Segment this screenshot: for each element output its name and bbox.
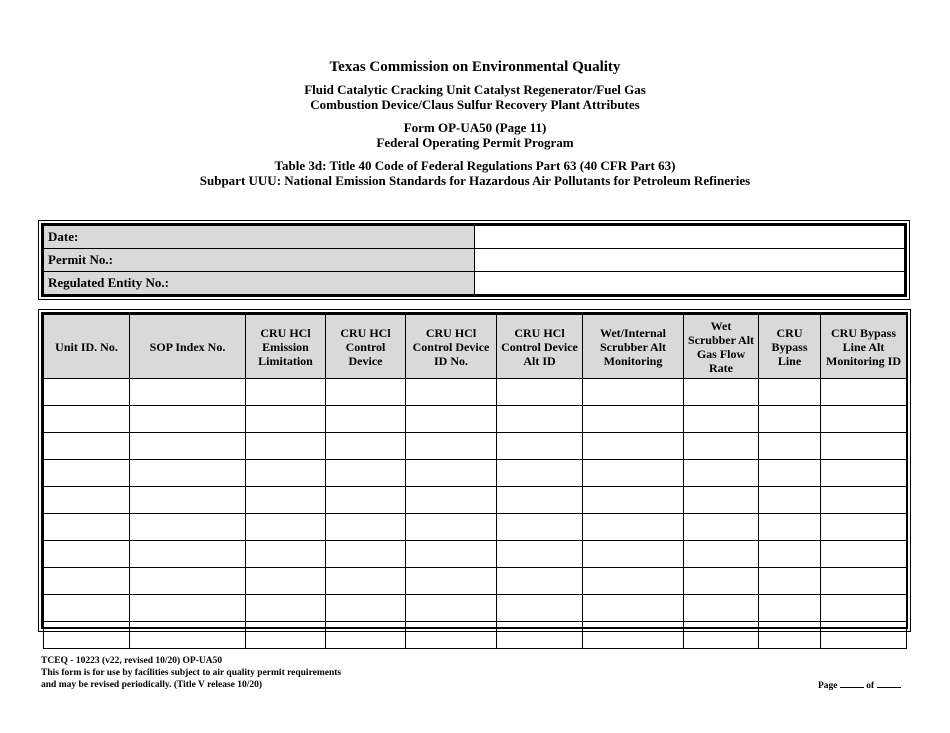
cell-cru-hcl-emission-limitation[interactable] <box>246 460 326 487</box>
cell-wet-internal-scrubber-alt-monitoring[interactable] <box>583 487 684 514</box>
cell-unit-id[interactable] <box>44 622 130 649</box>
cell-cru-hcl-control-device[interactable] <box>326 406 406 433</box>
cell-cru-bypass-line-alt-monitoring-id[interactable] <box>821 487 907 514</box>
cell-cru-bypass-line[interactable] <box>759 460 821 487</box>
cell-cru-bypass-line[interactable] <box>759 595 821 622</box>
cell-unit-id[interactable] <box>44 514 130 541</box>
table-row <box>44 406 907 433</box>
cell-cru-bypass-line-alt-monitoring-id[interactable] <box>821 622 907 649</box>
cell-cru-hcl-control-device[interactable] <box>326 595 406 622</box>
cell-sop-index[interactable] <box>130 406 246 433</box>
cell-wet-internal-scrubber-alt-monitoring[interactable] <box>583 379 684 406</box>
table-row <box>44 514 907 541</box>
cell-sop-index[interactable] <box>130 595 246 622</box>
page-number-field[interactable] <box>840 679 864 688</box>
cell-cru-hcl-control-device-alt-id[interactable] <box>497 433 583 460</box>
cell-unit-id[interactable] <box>44 379 130 406</box>
col-cru-hcl-control-device: CRU HCl Control Device <box>326 315 406 379</box>
regulated-entity-field[interactable] <box>475 272 905 295</box>
table-row <box>44 622 907 649</box>
cell-wet-scrubber-alt-gas-flow-rate[interactable] <box>684 595 759 622</box>
cell-wet-scrubber-alt-gas-flow-rate[interactable] <box>684 541 759 568</box>
cell-cru-hcl-emission-limitation[interactable] <box>246 433 326 460</box>
col-cru-hcl-control-device-id: CRU HCl Control Device ID No. <box>406 315 497 379</box>
cell-cru-hcl-control-device-alt-id[interactable] <box>497 541 583 568</box>
cell-cru-hcl-control-device-id[interactable] <box>406 541 497 568</box>
cell-cru-hcl-control-device-id[interactable] <box>406 622 497 649</box>
cell-cru-hcl-control-device-id[interactable] <box>406 433 497 460</box>
cell-wet-scrubber-alt-gas-flow-rate[interactable] <box>684 460 759 487</box>
cell-sop-index[interactable] <box>130 541 246 568</box>
cell-cru-bypass-line[interactable] <box>759 406 821 433</box>
cell-cru-bypass-line-alt-monitoring-id[interactable] <box>821 379 907 406</box>
cell-cru-hcl-emission-limitation[interactable] <box>246 514 326 541</box>
cell-cru-hcl-control-device-id[interactable] <box>406 568 497 595</box>
cell-unit-id[interactable] <box>44 487 130 514</box>
col-sop-index: SOP Index No. <box>130 315 246 379</box>
cell-cru-hcl-control-device-alt-id[interactable] <box>497 622 583 649</box>
form-usage-note-2: and may be revised periodically. (Title V release 10/20) <box>41 680 263 690</box>
cell-cru-hcl-control-device-alt-id[interactable] <box>497 595 583 622</box>
cell-sop-index[interactable] <box>130 514 246 541</box>
table-row <box>44 595 907 622</box>
cell-cru-bypass-line-alt-monitoring-id[interactable] <box>821 595 907 622</box>
cell-wet-internal-scrubber-alt-monitoring[interactable] <box>583 514 684 541</box>
cell-cru-hcl-control-device-alt-id[interactable] <box>497 460 583 487</box>
page-label: Page <box>818 681 838 691</box>
cell-cru-hcl-emission-limitation[interactable] <box>246 622 326 649</box>
cell-cru-bypass-line[interactable] <box>759 541 821 568</box>
cell-unit-id[interactable] <box>44 433 130 460</box>
cell-cru-hcl-control-device-alt-id[interactable] <box>497 487 583 514</box>
cell-wet-internal-scrubber-alt-monitoring[interactable] <box>583 433 684 460</box>
cell-wet-scrubber-alt-gas-flow-rate[interactable] <box>684 406 759 433</box>
cell-cru-hcl-control-device-id[interactable] <box>406 460 497 487</box>
cell-cru-bypass-line[interactable] <box>759 433 821 460</box>
cell-cru-bypass-line[interactable] <box>759 487 821 514</box>
cell-wet-scrubber-alt-gas-flow-rate[interactable] <box>684 487 759 514</box>
cell-cru-hcl-control-device[interactable] <box>326 433 406 460</box>
cell-cru-hcl-emission-limitation[interactable] <box>246 406 326 433</box>
agency-name: Texas Commission on Environmental Quality <box>329 59 621 75</box>
form-title-line-1: Fluid Catalytic Cracking Unit Catalyst Regenerator/Fuel Gas <box>304 82 646 97</box>
subpart-title: Subpart UUU: National Emission Standards for Hazardous Air Pollutants for Petroleum Refineries <box>199 173 751 188</box>
form-number: Form OP-UA50 (Page 11) <box>403 120 547 135</box>
table-row <box>44 379 907 406</box>
cell-sop-index[interactable] <box>130 460 246 487</box>
cell-cru-hcl-control-device-alt-id[interactable] <box>497 379 583 406</box>
regulated-entity-label: Regulated Entity No.: <box>44 272 475 295</box>
cell-sop-index[interactable] <box>130 379 246 406</box>
cell-sop-index[interactable] <box>130 433 246 460</box>
cell-wet-scrubber-alt-gas-flow-rate[interactable] <box>684 568 759 595</box>
form-usage-note-1: This form is for use by facilities subject to air quality permit requirements <box>41 668 342 678</box>
cell-cru-bypass-line[interactable] <box>759 568 821 595</box>
table-row <box>44 541 907 568</box>
col-cru-bypass-line: CRU Bypass Line <box>759 315 821 379</box>
cell-cru-hcl-emission-limitation[interactable] <box>246 379 326 406</box>
page-total-field[interactable] <box>877 679 901 688</box>
cell-sop-index[interactable] <box>130 622 246 649</box>
cell-cru-hcl-control-device[interactable] <box>326 568 406 595</box>
cell-cru-hcl-emission-limitation[interactable] <box>246 595 326 622</box>
header-row <box>44 315 907 379</box>
program-name: Federal Operating Permit Program <box>376 135 574 150</box>
cell-wet-internal-scrubber-alt-monitoring[interactable] <box>583 460 684 487</box>
cell-wet-internal-scrubber-alt-monitoring[interactable] <box>583 568 684 595</box>
cell-wet-scrubber-alt-gas-flow-rate[interactable] <box>684 514 759 541</box>
cell-cru-hcl-control-device-alt-id[interactable] <box>497 406 583 433</box>
cell-cru-hcl-emission-limitation[interactable] <box>246 568 326 595</box>
cell-wet-scrubber-alt-gas-flow-rate[interactable] <box>684 433 759 460</box>
cell-unit-id[interactable] <box>44 406 130 433</box>
cell-unit-id[interactable] <box>44 541 130 568</box>
cell-cru-hcl-control-device[interactable] <box>326 487 406 514</box>
cell-cru-bypass-line-alt-monitoring-id[interactable] <box>821 406 907 433</box>
identification-section <box>41 223 907 297</box>
cell-cru-bypass-line-alt-monitoring-id[interactable] <box>821 514 907 541</box>
cell-cru-hcl-control-device-id[interactable] <box>406 595 497 622</box>
attributes-table-body <box>44 379 907 649</box>
cell-cru-hcl-emission-limitation[interactable] <box>246 541 326 568</box>
table-row <box>44 568 907 595</box>
form-title-line-2: Combustion Device/Claus Sulfur Recovery Plant Attributes <box>310 97 640 112</box>
cell-cru-hcl-control-device[interactable] <box>326 622 406 649</box>
cell-wet-internal-scrubber-alt-monitoring[interactable] <box>583 595 684 622</box>
date-field[interactable] <box>475 226 905 249</box>
cell-unit-id[interactable] <box>44 460 130 487</box>
of-label: of <box>866 681 875 691</box>
attributes-table <box>43 314 907 649</box>
cell-cru-bypass-line-alt-monitoring-id[interactable] <box>821 568 907 595</box>
cell-unit-id[interactable] <box>44 595 130 622</box>
cell-wet-internal-scrubber-alt-monitoring[interactable] <box>583 622 684 649</box>
page-number <box>818 679 901 691</box>
cell-cru-hcl-control-device[interactable] <box>326 460 406 487</box>
cell-cru-hcl-control-device[interactable] <box>326 379 406 406</box>
cell-cru-hcl-control-device-id[interactable] <box>406 514 497 541</box>
table-row <box>44 460 907 487</box>
regulated-entity-row <box>44 272 905 295</box>
cell-sop-index[interactable] <box>130 487 246 514</box>
col-wet-scrubber-alt-gas-flow-rate: Wet Scrubber Alt Gas Flow Rate <box>684 315 759 379</box>
col-unit-id: Unit ID. No. <box>44 315 130 379</box>
col-cru-hcl-emission-limitation: CRU HCl Emission Limitation <box>246 315 326 379</box>
table-row <box>44 487 907 514</box>
attributes-section <box>41 312 908 629</box>
cell-cru-bypass-line-alt-monitoring-id[interactable] <box>821 541 907 568</box>
date-row <box>44 226 905 249</box>
cell-cru-hcl-control-device-id[interactable] <box>406 487 497 514</box>
form-revision: TCEQ - 10223 (v22, revised 10/20) OP-UA50 <box>41 656 223 666</box>
permit-number-label: Permit No.: <box>44 249 475 272</box>
cell-wet-scrubber-alt-gas-flow-rate[interactable] <box>684 379 759 406</box>
cell-cru-hcl-control-device-id[interactable] <box>406 379 497 406</box>
permit-row <box>44 249 905 272</box>
cell-cru-hcl-control-device-alt-id[interactable] <box>497 514 583 541</box>
cell-wet-internal-scrubber-alt-monitoring[interactable] <box>583 406 684 433</box>
col-cru-bypass-line-alt-monitoring-id: CRU Bypass Line Alt Monitoring ID <box>821 315 907 379</box>
col-cru-hcl-control-device-alt-id: CRU HCl Control Device Alt ID <box>497 315 583 379</box>
cell-cru-hcl-control-device[interactable] <box>326 514 406 541</box>
identification-table <box>43 225 905 295</box>
cell-unit-id[interactable] <box>44 568 130 595</box>
cell-cru-bypass-line[interactable] <box>759 514 821 541</box>
cell-cru-bypass-line[interactable] <box>759 379 821 406</box>
cell-wet-internal-scrubber-alt-monitoring[interactable] <box>583 541 684 568</box>
table-title: Table 3d: Title 40 Code of Federal Regulations Part 63 (40 CFR Part 63) <box>274 158 676 173</box>
cell-cru-hcl-control-device[interactable] <box>326 541 406 568</box>
cell-wet-scrubber-alt-gas-flow-rate[interactable] <box>684 622 759 649</box>
cell-cru-hcl-control-device-alt-id[interactable] <box>497 568 583 595</box>
col-wet-internal-scrubber-alt-monitoring: Wet/Internal Scrubber Alt Monitoring <box>583 315 684 379</box>
table-row <box>44 433 907 460</box>
cell-cru-hcl-control-device-id[interactable] <box>406 406 497 433</box>
cell-cru-bypass-line[interactable] <box>759 622 821 649</box>
cell-cru-hcl-emission-limitation[interactable] <box>246 487 326 514</box>
cell-cru-bypass-line-alt-monitoring-id[interactable] <box>821 433 907 460</box>
cell-sop-index[interactable] <box>130 568 246 595</box>
cell-cru-bypass-line-alt-monitoring-id[interactable] <box>821 460 907 487</box>
permit-number-field[interactable] <box>475 249 905 272</box>
date-label: Date: <box>44 226 475 249</box>
form-footer <box>41 655 341 691</box>
